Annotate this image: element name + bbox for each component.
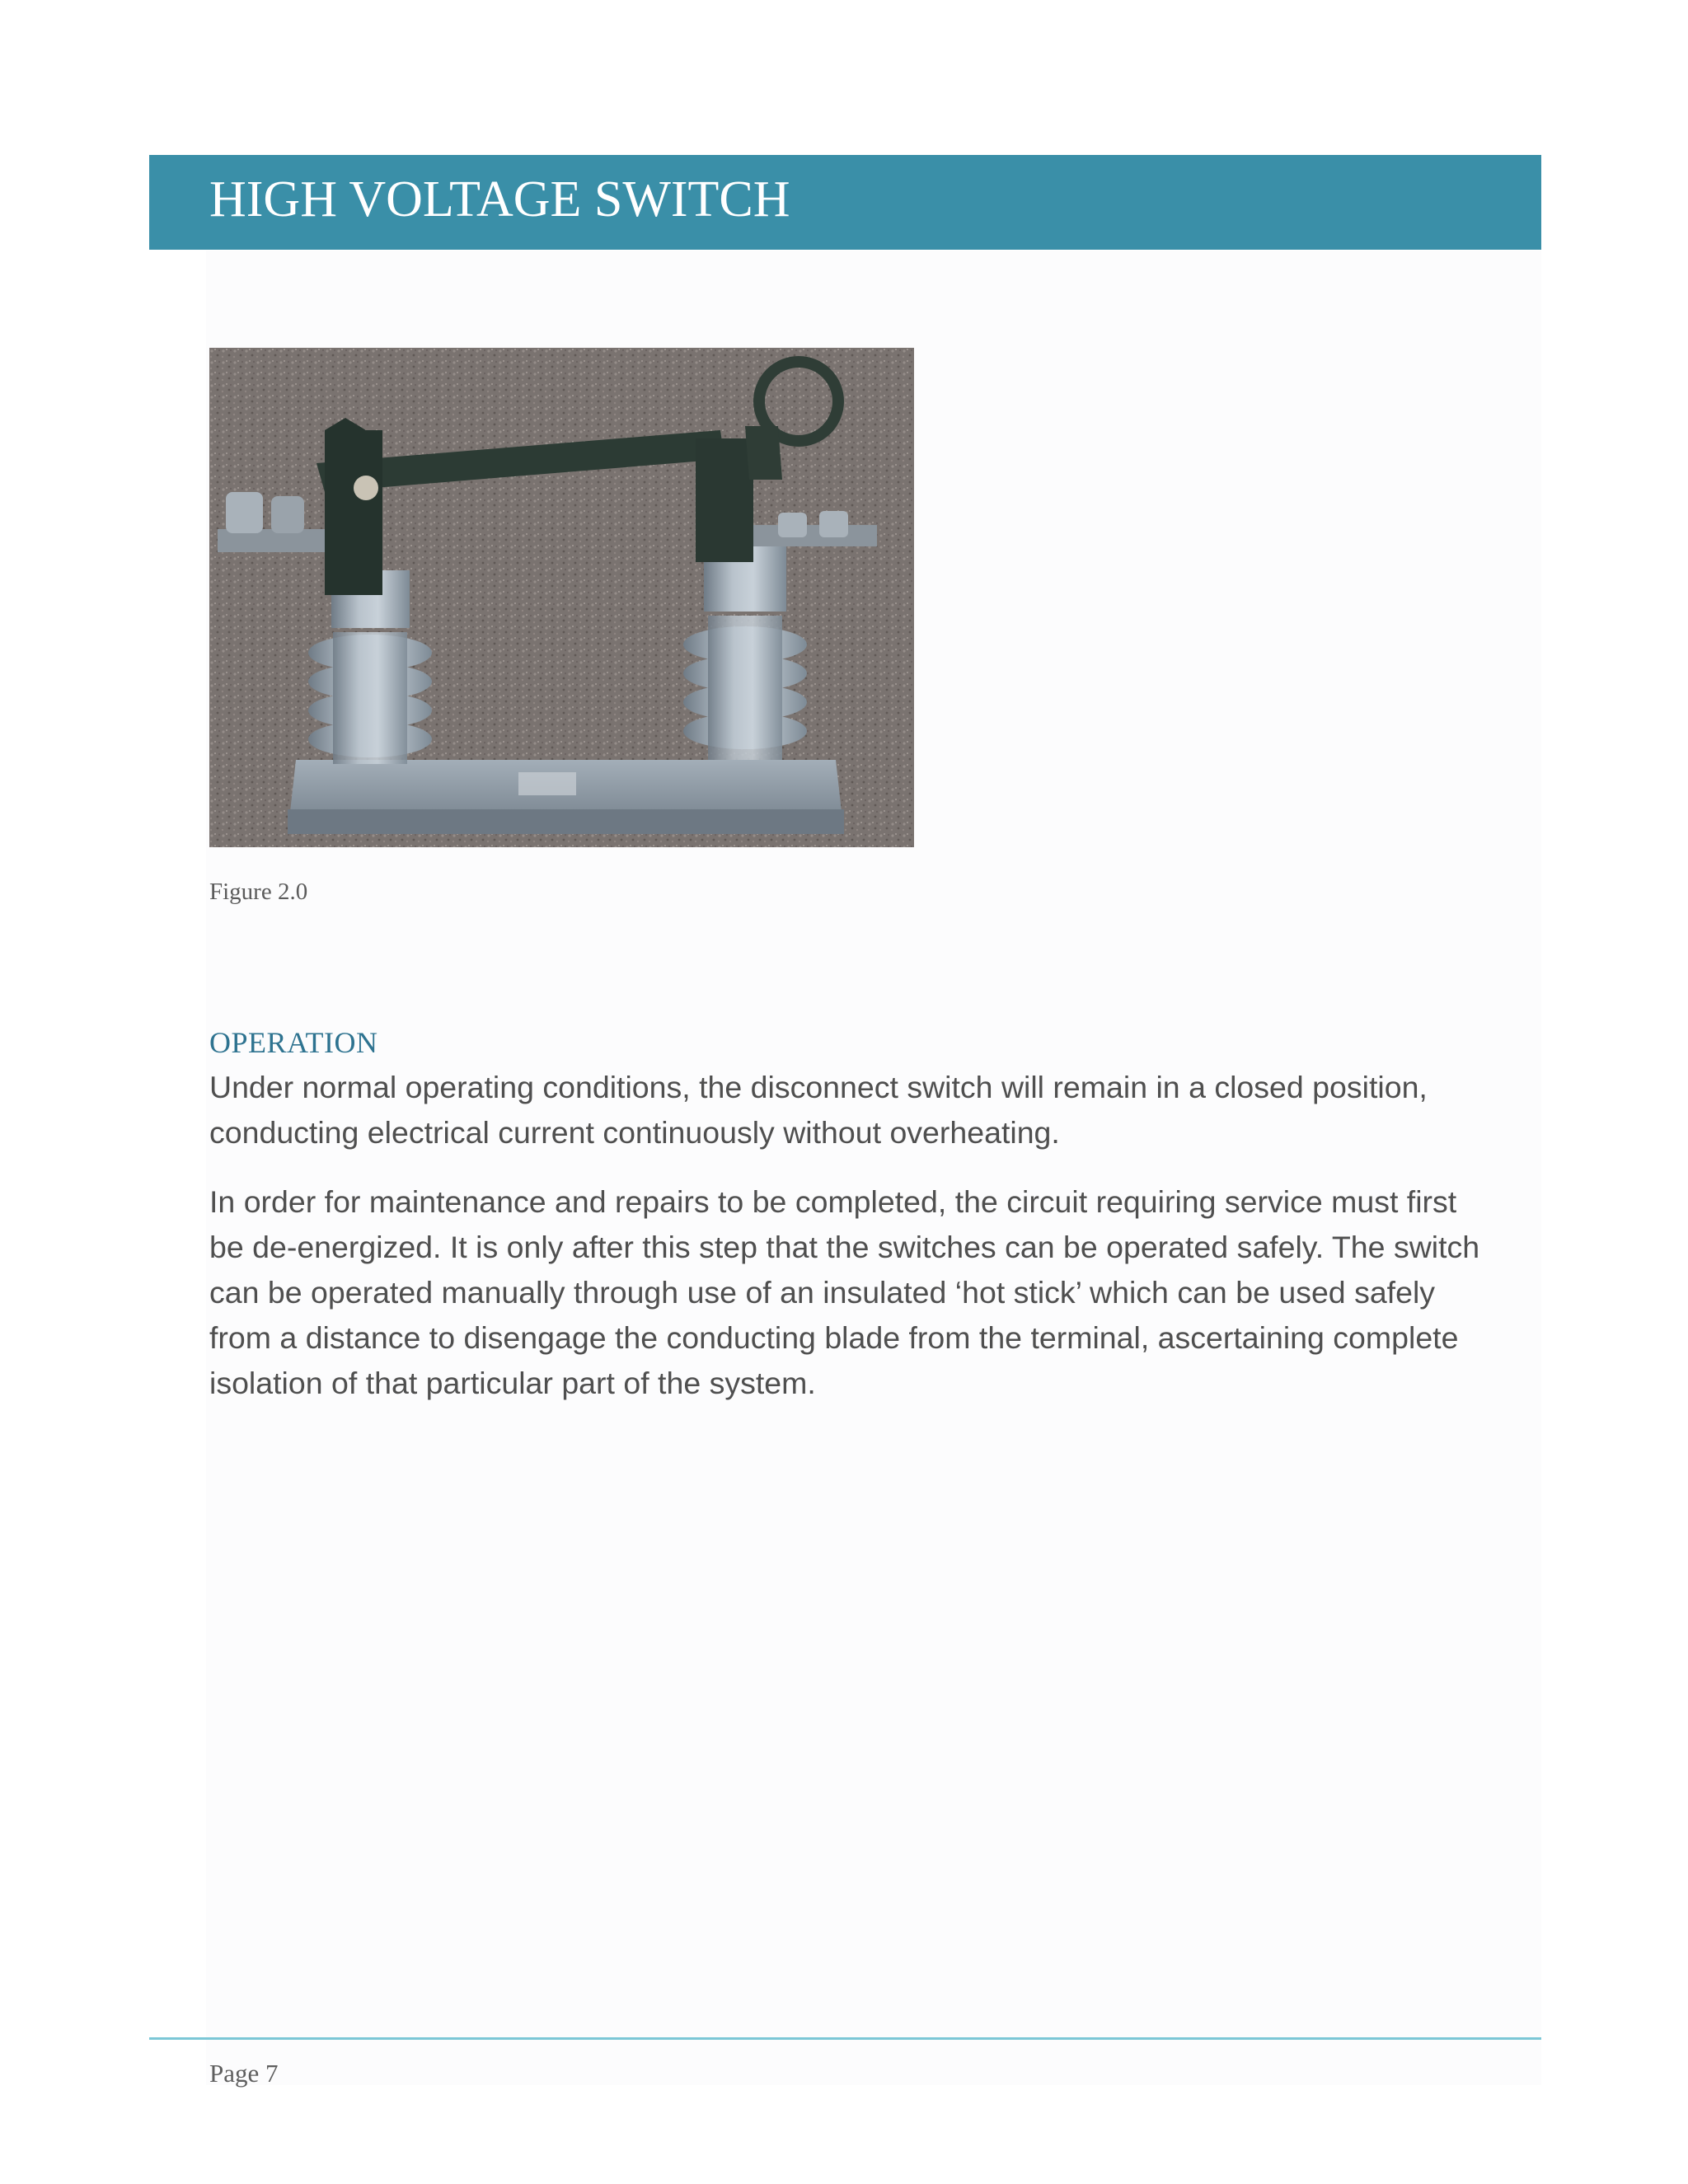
operation-paragraph-1: Under normal operating conditions, the disconnect switch will remain in a closed position, conducting electrical current continuously without overheating. xyxy=(209,1070,1428,1150)
figure-caption: Figure 2.0 xyxy=(209,879,308,905)
disconnect-switch-photo xyxy=(209,348,914,847)
section-heading: OPERATION xyxy=(209,1026,378,1059)
page-number: Page 7 xyxy=(209,2059,279,2088)
footer-divider xyxy=(149,2037,1541,2040)
page-title: HIGH VOLTAGE SWITCH xyxy=(209,171,790,227)
header-bar xyxy=(149,155,1541,250)
operation-paragraph-2: In order for maintenance and repairs to be completed, the circuit requiring service must first be de-energized. It is only after this step that the switches can be operated safely. The switch can be operated manually through use of an insulated ‘hot stick’ which can be used safely from a distance to disengage the conducting blade from the terminal, ascertaining complete isolation of that particular part of the system. xyxy=(209,1184,1480,1400)
